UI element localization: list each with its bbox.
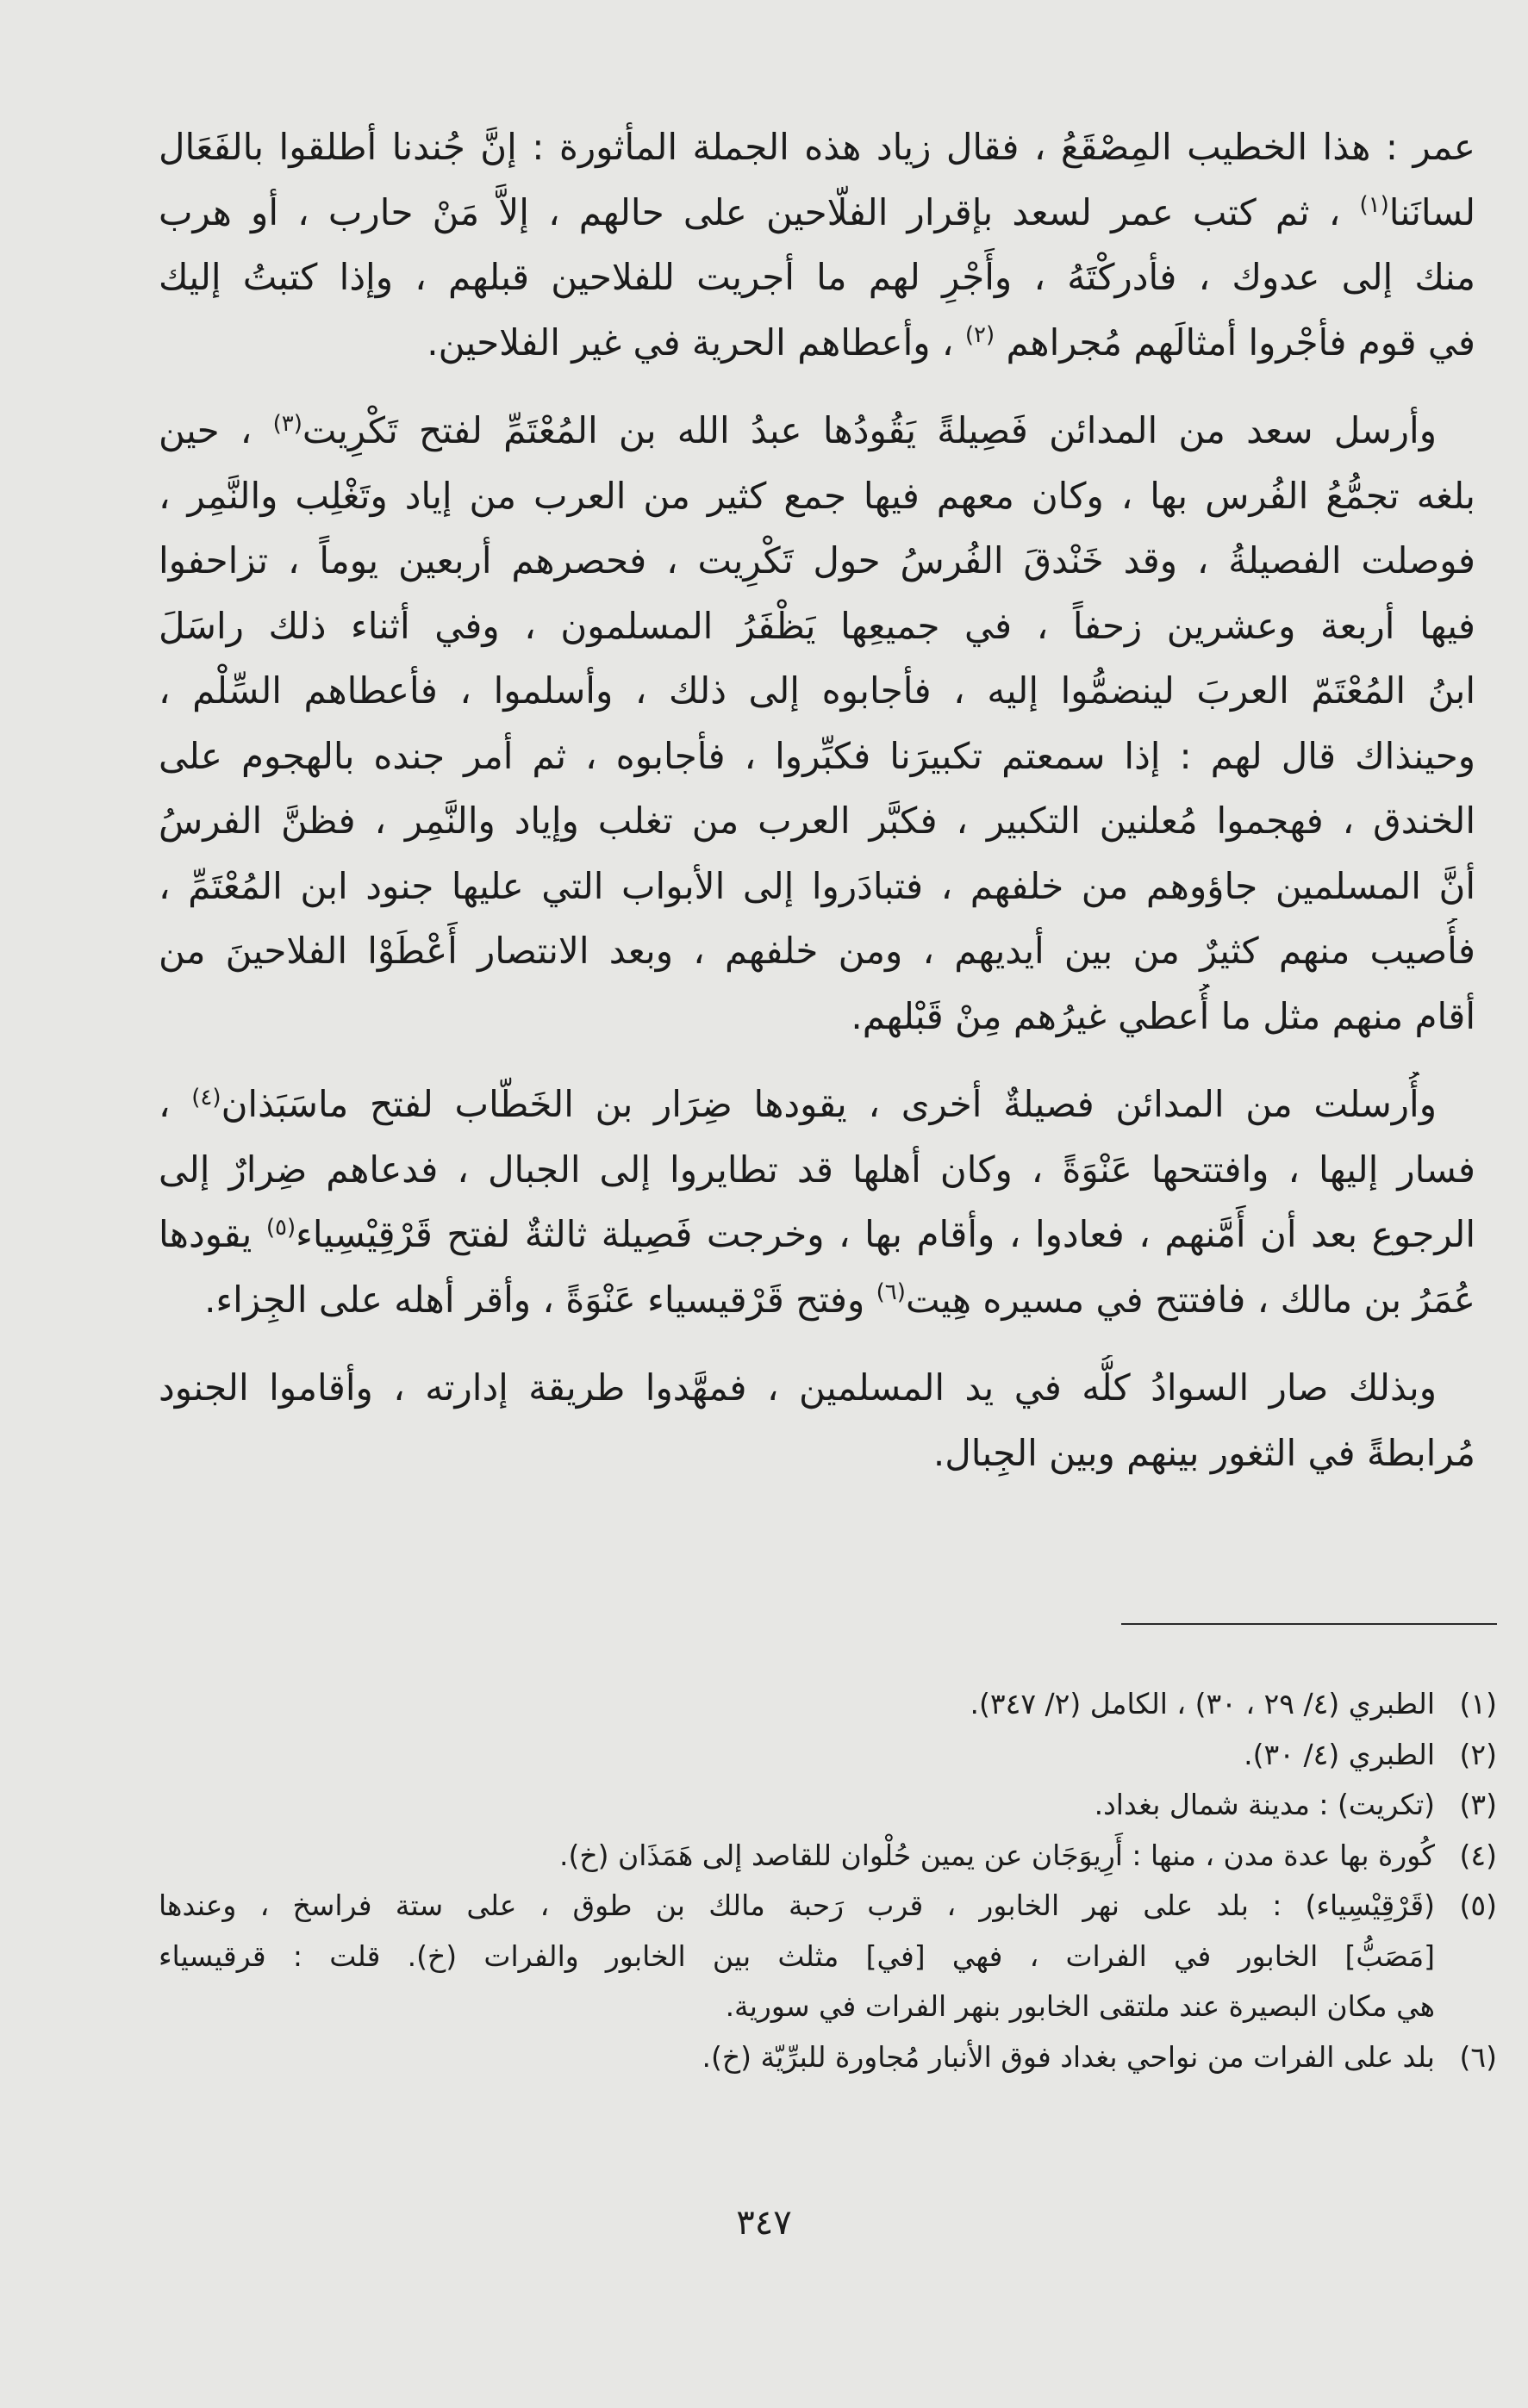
footnote-text bbox=[159, 1831, 1435, 1882]
text-line: وبذلك صار السوادُ كلُّه في يد المسلمين ، فمهَّدوا طريقة إدارته ، وأقاموا الجنود bbox=[159, 1366, 1437, 1409]
footnote-ref: (١) bbox=[1359, 192, 1389, 219]
footnote-6 bbox=[159, 2032, 1497, 2083]
footnote-ref: (٥) bbox=[265, 1214, 296, 1241]
footnote-ref: (٣) bbox=[272, 410, 302, 437]
page-number: ٣٤٧ bbox=[736, 2203, 792, 2243]
footnote-line: بلد على الفرات من نواحي بغداد فوق الأنبار مُجاورة للبرِّيّة (خ). bbox=[702, 2039, 1435, 2074]
footnote-text bbox=[159, 1881, 1435, 2032]
footnote-text bbox=[159, 1780, 1435, 1831]
text-line: عُمَرُ بن مالك ، فافتتح في مسيره هِيت$^{(٦)}$ وفتح قَرْقيسياء عَنْوَةً ، وأقر أهله على الجِزاء. bbox=[204, 1278, 1475, 1321]
text-line: ابنُ المُعْتَمّ العربَ لينضمُّوا إليه ، فأجابوه إلى ذلك ، وأسلموا ، فأعطاهم السِّلْم ، bbox=[159, 669, 1475, 712]
text-line: لسانَنا$^{(١)}$ ، ثم كتب عمر لسعد بإقرار الفلّاحين على حالهم ، إلاَّ مَنْ حارب ، أو هرب bbox=[159, 190, 1475, 233]
paragraph-1 bbox=[159, 115, 1475, 375]
paragraph-4 bbox=[159, 1355, 1475, 1485]
footnote-number: (٥) bbox=[1459, 1888, 1497, 1922]
footnote-line: الطبري (٤/ ٣٠). bbox=[1244, 1737, 1435, 1771]
footnote-text bbox=[159, 1679, 1435, 1730]
text-line: منك إلى عدوك ، فأدركْتَهُ ، وأَجْرِ لهم ما أجريت للفلاحين قبلهم ، وإذا كتبتُ إليك bbox=[159, 256, 1475, 298]
text-line: وأُرسلت من المدائن فصيلةٌ أخرى ، يقودها ضِرَار بن الخَطّاب لفتح ماسَبَذان$^{(٤)}$ ، bbox=[159, 1083, 1437, 1125]
footnote-number: (٤) bbox=[1459, 1838, 1497, 1872]
footnote-line: [مَصَبُّ] الخابور في الفرات ، فهي [في] مثلث بين الخابور والفرات (خ). قلت : قرقيسياء bbox=[159, 1938, 1435, 1973]
text-line: بلغه تجمُّعُ الفُرس بها ، وكان معهم فيها جمع كثير من العرب من إياد وتَغْلِب والنَّمِر ، bbox=[159, 474, 1475, 517]
footnote-number: (١) bbox=[1459, 1687, 1497, 1720]
footnote-number: (٢) bbox=[1459, 1737, 1497, 1771]
footnote-3 bbox=[159, 1780, 1497, 1831]
text-line: عمر : هذا الخطيب المِصْقَعُ ، فقال زياد هذه الجملة المأثورة : إنَّ جُندنا أطلقوا بالفَعَال bbox=[159, 126, 1475, 168]
text-line: أنَّ المسلمين جاؤوهم من خلفهم ، فتبادَروا إلى الأبواب التي عليها جنود ابن المُعْتَمِّ ، bbox=[159, 864, 1475, 907]
text-line: الخندق ، فهجموا مُعلنين التكبير ، فكبَّر العرب من تغلب وإياد والنَّمِر ، فظنَّ الفرسُ bbox=[159, 800, 1475, 842]
text-line: في قوم فأجْروا أمثالَهم مُجراهم $^{(٢)}$ ، وأعطاهم الحرية في غير الفلاحين. bbox=[427, 320, 1475, 364]
footnote-ref: (٤) bbox=[191, 1084, 221, 1111]
footnote-4 bbox=[159, 1831, 1497, 1882]
text-line: فأُصيب منهم كثيرٌ من بين أيديهم ، ومن خلفهم ، وبعد الانتصار أَعْطَوْا الفلاحينَ من bbox=[159, 930, 1475, 972]
footnote-5 bbox=[159, 1881, 1497, 2032]
footnote-separator bbox=[1121, 1623, 1497, 1625]
text-line: أقام منهم مثل ما أُعطي غيرُهم مِنْ قَبْلهم. bbox=[851, 994, 1475, 1037]
footnote-line: (قَرْقِيْسِياء) : بلد على نهر الخابور ، قرب رَحبة مالك بن طوق ، على ستة فراسخ ، وعندها bbox=[159, 1888, 1435, 1922]
text-line: فوصلت الفصيلةُ ، وقد خَنْدقَ الفُرسُ حول تَكْرِيت ، فحصرهم أربعين يوماً ، تزاحفوا bbox=[159, 539, 1475, 582]
text-line: فيها أربعة وعشرين زحفاً ، في جميعِها يَظْفَرُ المسلمون ، وفي أثناء ذلك راسَلَ bbox=[159, 604, 1475, 647]
main-text bbox=[159, 115, 1475, 1485]
footnote-2 bbox=[159, 1730, 1497, 1781]
footnote-1 bbox=[159, 1679, 1497, 1730]
text-line: وأرسل سعد من المدائن فَصِيلةً يَقُودُها عبدُ الله بن المُعْتَمِّ لفتح تَكْرِيت$^{(٣)}$ ، حين bbox=[159, 409, 1437, 451]
footnote-number: (٦) bbox=[1459, 2039, 1497, 2074]
footnote-ref: (٢) bbox=[964, 322, 995, 349]
footnotes bbox=[159, 1679, 1497, 2082]
footnote-ref: (٦) bbox=[876, 1279, 906, 1306]
footnote-text bbox=[159, 1730, 1435, 1781]
text-line: فسار إليها ، وافتتحها عَنْوَةً ، وكان أهلها قد تطايروا إلى الجبال ، فدعاهم ضِرارٌ إلى bbox=[159, 1148, 1475, 1191]
footnote-line: كُورة بها عدة مدن ، منها : أَرِيوَجَان عن يمين حُلْوان للقاصد إلى هَمَذَان (خ). bbox=[559, 1838, 1435, 1872]
paragraph-3 bbox=[159, 1072, 1475, 1332]
footnote-line: الطبري (٤/ ٢٩ ، ٣٠) ، الكامل (٢/ ٣٤٧). bbox=[970, 1687, 1435, 1720]
paragraph-2 bbox=[159, 398, 1475, 1048]
footnote-line: هي مكان البصيرة عند ملتقى الخابور بنهر الفرات في سورية. bbox=[725, 1989, 1435, 2023]
footnote-line: (تكريت) : مدينة شمال بغداد. bbox=[1094, 1788, 1435, 1821]
text-line: وحينذاك قال لهم : إذا سمعتم تكبيرَنا فكبِّروا ، فأجابوه ، ثم أمر جنده بالهجوم على bbox=[159, 734, 1475, 777]
text-line: مُرابطةً في الثغور بينهم وبين الجِبال. bbox=[932, 1431, 1475, 1474]
footnote-number: (٣) bbox=[1459, 1788, 1497, 1821]
footnote-text bbox=[159, 2032, 1435, 2083]
text-line: الرجوع بعد أن أَمَّنهم ، فعادوا ، وأقام بها ، وخرجت فَصِيلة ثالثةٌ لفتح قَرْقِيْسِياء$^{(٥)}$ يقودها bbox=[159, 1213, 1475, 1255]
